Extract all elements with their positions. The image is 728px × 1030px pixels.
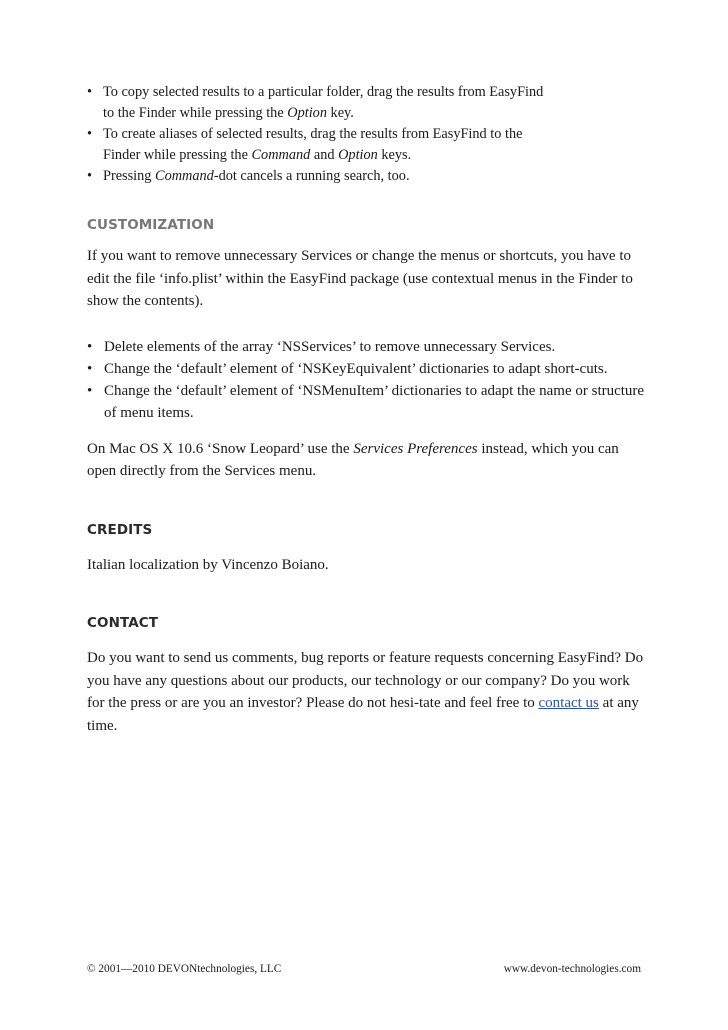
- contact-text-part: at any time.: [87, 695, 639, 734]
- page-content: [87, 82, 647, 737]
- tips-list: [87, 82, 647, 187]
- key-name: Option: [287, 105, 327, 121]
- footer-website: www.devon-technologies.com: [503, 963, 641, 975]
- tip-text: Finder while pressing the: [103, 147, 252, 163]
- footer-copyright: © 2001—2010 DEVONtechnologies, LLC: [87, 963, 282, 975]
- customization-item-text: Change the ‘default’ element of ‘NSMenuItem’ dictionaries to adapt the name or structure of menu items.: [104, 382, 645, 421]
- customization-item-text: Delete elements of the array ‘NSServices’ to remove unnecessary Services.: [104, 338, 556, 355]
- tip-create-aliases: [87, 124, 647, 166]
- tip-text: -dot cancels a running search, too.: [213, 168, 410, 184]
- tip-text: key.: [326, 105, 354, 121]
- customization-intro: If you want to remove unnecessary Services or change the menus or shortcuts, you have to edit the file ‘info.plist’ within the EasyFind package (use contextual menus in the Finder to show the contents).: [87, 248, 633, 309]
- page-footer: [87, 963, 641, 975]
- contact-heading: CONTACT: [87, 615, 159, 631]
- tip-text: To copy selected results to a particular folder, drag the results from EasyFind: [103, 84, 544, 100]
- key-name: Command: [251, 147, 311, 163]
- contact-text: [87, 647, 647, 737]
- tip-text: to the Finder while pressing the: [103, 105, 288, 121]
- services-preferences: Services Preferences: [353, 440, 478, 457]
- bullet-glyph: •: [87, 84, 93, 100]
- snow-text: On Mac OS X 10.6 ‘Snow Leopard’ use the: [87, 440, 354, 457]
- key-name: Command: [155, 168, 214, 184]
- customization-heading: CUSTOMIZATION: [87, 217, 215, 233]
- credits-text: Italian localization by Vincenzo Boiano.: [87, 556, 329, 573]
- key-name: Option: [338, 147, 378, 163]
- customization-list: [87, 336, 647, 424]
- bullet-glyph: •: [87, 168, 93, 184]
- customization-item-text: Change the ‘default’ element of ‘NSKeyEquivalent’ dictionaries to adapt short-cuts.: [104, 360, 608, 377]
- tip-text: and: [310, 147, 339, 163]
- bullet-glyph: •: [87, 338, 93, 355]
- tip-text: Pressing: [103, 168, 156, 184]
- customization-item: [87, 336, 647, 358]
- bullet-glyph: •: [87, 360, 93, 377]
- contact-us-link[interactable]: contact us: [538, 695, 599, 711]
- contact-text-part: Do you want to send us comments, bug reports or feature requests concerning EasyFind? Do you have any questions about our products, our technology or our company? Do you work for the press or are you an investor? Please do not hesi-tate and feel free to: [87, 650, 644, 711]
- tip-text: To create aliases of selected results, drag the results from EasyFind to the: [103, 126, 523, 142]
- bullet-glyph: •: [87, 126, 93, 142]
- tip-text: keys.: [377, 147, 412, 163]
- customization-item: [87, 380, 647, 424]
- bullet-glyph: •: [87, 382, 93, 399]
- credits-heading: CREDITS: [87, 521, 153, 538]
- snow-text: instead, which you can open directly from the Services menu.: [87, 440, 619, 479]
- tip-cancel-search: [87, 166, 647, 187]
- tip-copy-results: [87, 82, 647, 124]
- customization-item: [87, 358, 647, 380]
- snow-leopard-note: [87, 438, 647, 483]
